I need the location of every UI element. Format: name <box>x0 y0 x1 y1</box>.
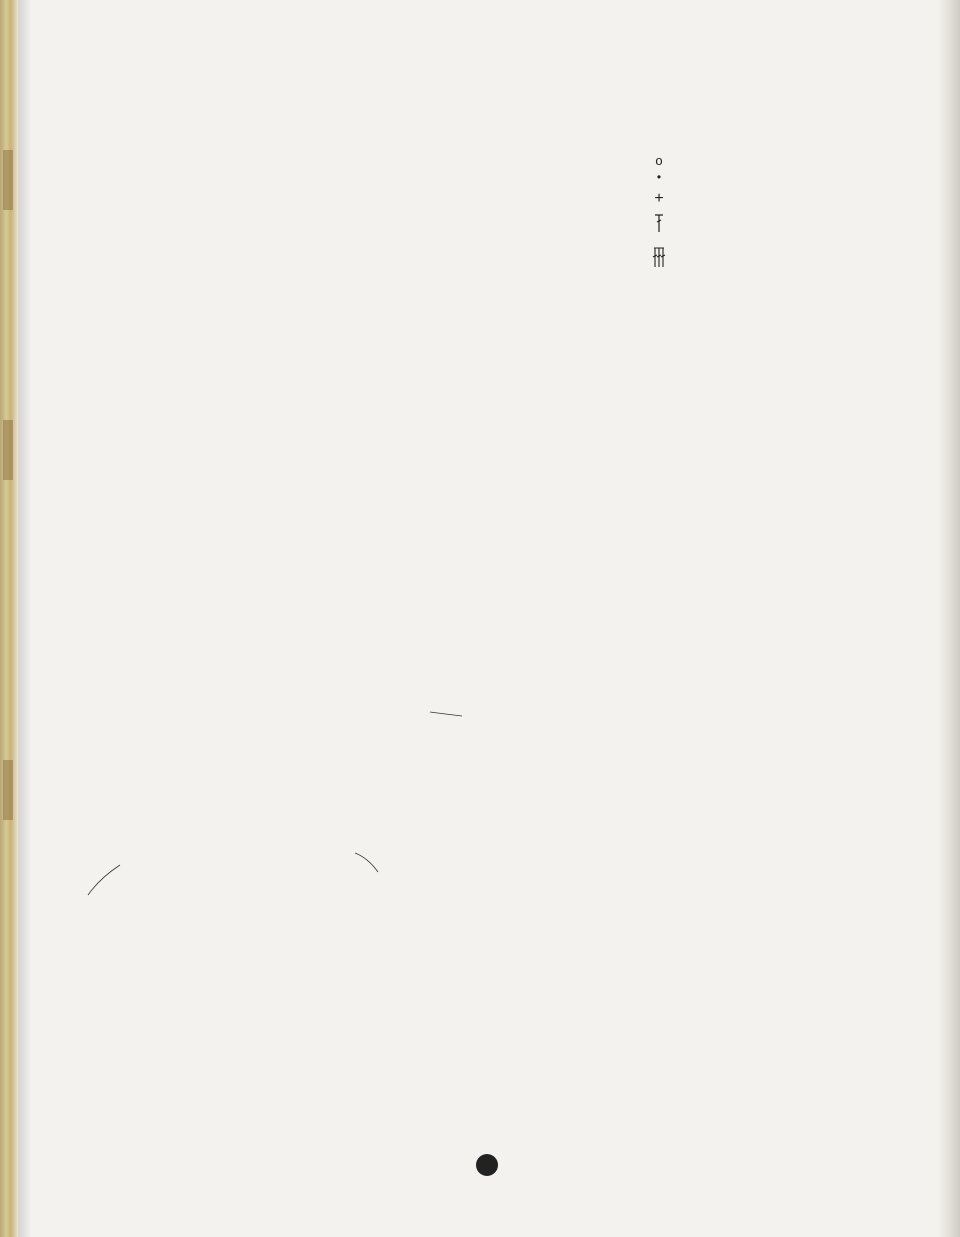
slip-stitch-icon: • <box>656 170 662 184</box>
single-crochet-icon: + <box>654 190 664 207</box>
annotation-leaders <box>88 712 462 895</box>
chain-icon: o <box>655 153 663 168</box>
page-number <box>476 1154 498 1176</box>
